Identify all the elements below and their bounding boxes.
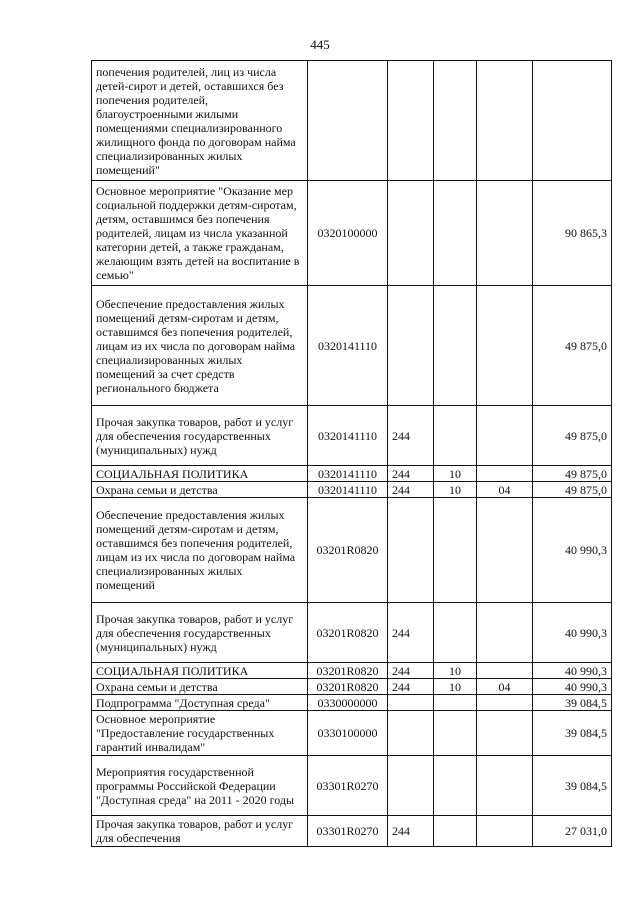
row-expense-type: 244 — [388, 482, 434, 498]
row-name: Прочая закупка товаров, работ и услуг для обеспечения — [92, 816, 308, 847]
row-code: 0320141110 — [308, 406, 388, 466]
row-expense-type — [388, 61, 434, 181]
table-row — [92, 482, 612, 498]
row-code: 0320141110 — [308, 466, 388, 482]
row-subsection: 04 — [477, 482, 533, 498]
row-name: Охрана семьи и детства — [92, 679, 308, 695]
row-sum: 39 084,5 — [533, 756, 612, 816]
row-subsection — [477, 466, 533, 482]
row-expense-type: 244 — [388, 466, 434, 482]
table-row — [92, 406, 612, 466]
row-sum: 49 875,0 — [533, 286, 612, 406]
row-section: 10 — [434, 466, 477, 482]
table-row — [92, 181, 612, 286]
row-subsection — [477, 756, 533, 816]
row-section — [434, 603, 477, 663]
row-expense-type — [388, 756, 434, 816]
row-code — [308, 61, 388, 181]
page-number: 445 — [310, 37, 330, 52]
table-row — [92, 663, 612, 679]
row-name: Обеспечение предоставления жилых помещений детям-сиротам и детям, оставшимся без попечения родителей, лицам из их числа по договорам найма специализированных жилых помещений за счет средств регионального бюджета — [92, 286, 308, 406]
row-subsection — [477, 181, 533, 286]
row-code: 03201R0820 — [308, 679, 388, 695]
table-row — [92, 498, 612, 603]
row-sum: 90 865,3 — [533, 181, 612, 286]
row-subsection — [477, 61, 533, 181]
row-expense-type: 244 — [388, 679, 434, 695]
table-row — [92, 679, 612, 695]
row-code: 03201R0820 — [308, 498, 388, 603]
row-section — [434, 816, 477, 847]
row-sum: 40 990,3 — [533, 663, 612, 679]
row-sum: 49 875,0 — [533, 482, 612, 498]
row-expense-type: 244 — [388, 663, 434, 679]
row-sum: 27 031,0 — [533, 816, 612, 847]
row-code: 0330000000 — [308, 695, 388, 711]
row-code: 03201R0820 — [308, 663, 388, 679]
row-section — [434, 756, 477, 816]
row-expense-type — [388, 695, 434, 711]
row-section — [434, 286, 477, 406]
row-expense-type — [388, 498, 434, 603]
row-code: 03201R0820 — [308, 603, 388, 663]
row-subsection — [477, 663, 533, 679]
row-name: СОЦИАЛЬНАЯ ПОЛИТИКА — [92, 663, 308, 679]
row-subsection — [477, 286, 533, 406]
row-expense-type: 244 — [388, 406, 434, 466]
row-expense-type: 244 — [388, 816, 434, 847]
table-row — [92, 286, 612, 406]
row-section: 10 — [434, 482, 477, 498]
row-section — [434, 181, 477, 286]
row-code: 0320141110 — [308, 482, 388, 498]
row-expense-type: 244 — [388, 603, 434, 663]
row-expense-type — [388, 711, 434, 756]
row-code: 0320100000 — [308, 181, 388, 286]
row-sum: 49 875,0 — [533, 406, 612, 466]
row-sum: 40 990,3 — [533, 498, 612, 603]
row-subsection — [477, 816, 533, 847]
row-subsection: 04 — [477, 679, 533, 695]
row-name: Подпрограмма "Доступная среда" — [92, 695, 308, 711]
row-section: 10 — [434, 679, 477, 695]
table-row — [92, 711, 612, 756]
row-expense-type — [388, 286, 434, 406]
budget-table — [91, 60, 612, 847]
row-name: Обеспечение предоставления жилых помещений детям-сиротам и детям, оставшимся без попечения родителей, лицам из их числа по договорам найма специализированных жилых помещений — [92, 498, 308, 603]
row-section: 10 — [434, 663, 477, 679]
row-sum — [533, 61, 612, 181]
row-code: 03301R0270 — [308, 816, 388, 847]
row-code: 0330100000 — [308, 711, 388, 756]
row-section — [434, 498, 477, 603]
table-row — [92, 695, 612, 711]
row-code: 03301R0270 — [308, 756, 388, 816]
row-sum: 40 990,3 — [533, 679, 612, 695]
table-row — [92, 603, 612, 663]
row-code: 0320141110 — [308, 286, 388, 406]
row-section — [434, 61, 477, 181]
row-sum: 39 084,5 — [533, 711, 612, 756]
row-subsection — [477, 711, 533, 756]
row-sum: 49 875,0 — [533, 466, 612, 482]
row-name: Основное мероприятие "Предоставление государственных гарантий инвалидам" — [92, 711, 308, 756]
row-section — [434, 695, 477, 711]
row-name: Прочая закупка товаров, работ и услуг для обеспечения государственных (муниципальных) нужд — [92, 603, 308, 663]
row-name: Основное мероприятие "Оказание мер социальной поддержки детям-сиротам, детям, оставшимся без попечения родителей, лицам из числа указанной категории детей, а также гражданам, желающим взять детей на воспитание в семью" — [92, 181, 308, 286]
table-row — [92, 61, 612, 181]
table-row — [92, 466, 612, 482]
row-subsection — [477, 603, 533, 663]
row-name: Прочая закупка товаров, работ и услуг для обеспечения государственных (муниципальных) нужд — [92, 406, 308, 466]
row-sum: 40 990,3 — [533, 603, 612, 663]
table-row — [92, 816, 612, 847]
row-subsection — [477, 406, 533, 466]
row-expense-type — [388, 181, 434, 286]
row-subsection — [477, 498, 533, 603]
row-name: Мероприятия государственной программы Российской Федерации "Доступная среда" на 2011 - 2020 годы — [92, 756, 308, 816]
table-row — [92, 756, 612, 816]
row-section — [434, 711, 477, 756]
row-name: попечения родителей, лиц из числа детей-сирот и детей, оставшихся без попечения родителей, благоустроенными жилыми помещениями специализированного жилищного фонда по договорам найма специализированных жилых помещений" — [92, 61, 308, 181]
row-sum: 39 084,5 — [533, 695, 612, 711]
row-name: Охрана семьи и детства — [92, 482, 308, 498]
row-name: СОЦИАЛЬНАЯ ПОЛИТИКА — [92, 466, 308, 482]
row-section — [434, 406, 477, 466]
row-subsection — [477, 695, 533, 711]
